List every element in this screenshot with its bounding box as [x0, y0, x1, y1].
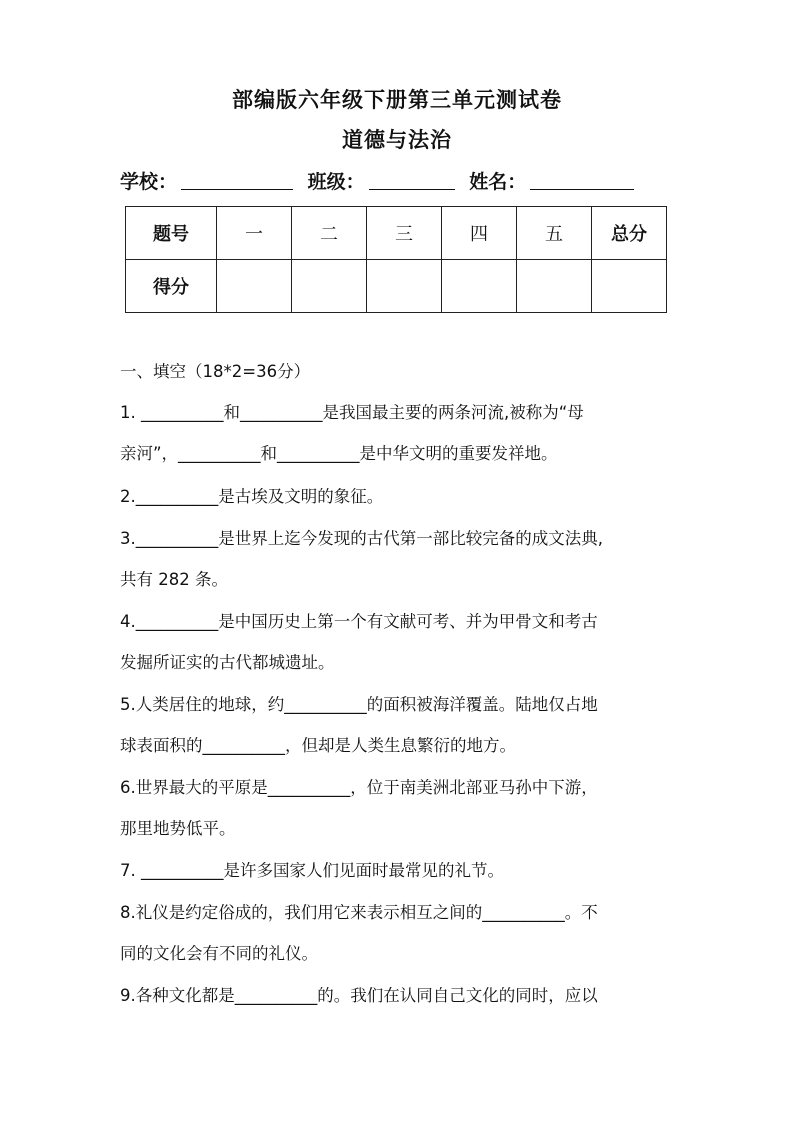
- student-info-row: [120, 167, 642, 194]
- question-item: [120, 975, 680, 1016]
- question-line: 1. __________和__________是我国最主要的两条河流,被称为“母: [120, 403, 584, 422]
- score-cell[interactable]: [217, 260, 292, 313]
- score-cell[interactable]: [292, 260, 367, 313]
- section-heading: 一、填空（18*2=36分）: [120, 362, 311, 381]
- school-field[interactable]: [181, 171, 293, 190]
- question-item: [120, 850, 680, 891]
- question-item: [120, 392, 680, 474]
- question-item: [120, 518, 680, 600]
- score-table: [125, 206, 667, 313]
- score-header-cell: 四: [442, 207, 517, 260]
- question-line: 球表面积的__________，但却是人类生息繁衍的地方。: [120, 736, 516, 755]
- question-line: 6.世界最大的平原是__________，位于南美洲北部亚马孙中下游，: [120, 778, 598, 797]
- class-label: 班级：: [307, 171, 365, 193]
- question-item: [120, 767, 680, 849]
- score-header-cell: 题号: [126, 207, 217, 260]
- question-line: 共有 282 条。: [120, 570, 228, 589]
- page-title: 部编版六年级下册第三单元测试卷: [232, 87, 562, 112]
- question-item: [120, 601, 680, 683]
- question-line: 亲河”，__________和__________是中华文明的重要发祥地。: [120, 444, 558, 463]
- school-label: 学校：: [120, 171, 178, 193]
- name-label: 姓名：: [469, 171, 527, 193]
- score-table-score-row: [126, 260, 667, 313]
- question-line: 那里地势低平。: [120, 819, 236, 838]
- question-line: 发掘所证实的古代都城遗址。: [120, 653, 335, 672]
- class-field[interactable]: [369, 171, 455, 190]
- score-row-label: 得分: [126, 260, 217, 313]
- question-item: [120, 892, 680, 974]
- question-line: 4.__________是中国历史上第一个有文献可考、并为甲骨文和考古: [120, 612, 598, 631]
- question-line: 9.各种文化都是__________的。我们在认同自己文化的同时，应以: [120, 986, 598, 1005]
- page-subtitle: 道德与法治: [342, 127, 452, 152]
- score-header-cell: 三: [367, 207, 442, 260]
- question-line: 2.__________是古埃及文明的象征。: [120, 487, 384, 506]
- question-item: [120, 684, 680, 766]
- name-field[interactable]: [530, 171, 634, 190]
- score-cell[interactable]: [442, 260, 517, 313]
- question-line: 同的文化会有不同的礼仪。: [120, 944, 318, 963]
- question-line: 7. __________是许多国家人们见面时最常见的礼节。: [120, 861, 504, 880]
- question-item: [120, 476, 680, 517]
- question-line: 3.__________是世界上迄今发现的古代第一部比较完备的成文法典,: [120, 529, 603, 548]
- score-cell[interactable]: [367, 260, 442, 313]
- question-line: 5.人类居住的地球，约__________的面积被海洋覆盖。陆地仅占地: [120, 695, 598, 714]
- score-header-cell: 总分: [592, 207, 667, 260]
- question-line: 8.礼仪是约定俗成的，我们用它来表示相互之间的__________。不: [120, 903, 598, 922]
- score-table-header-row: [126, 207, 667, 260]
- score-header-cell: 五: [517, 207, 592, 260]
- score-header-cell: 二: [292, 207, 367, 260]
- score-cell[interactable]: [517, 260, 592, 313]
- score-cell[interactable]: [592, 260, 667, 313]
- score-header-cell: 一: [217, 207, 292, 260]
